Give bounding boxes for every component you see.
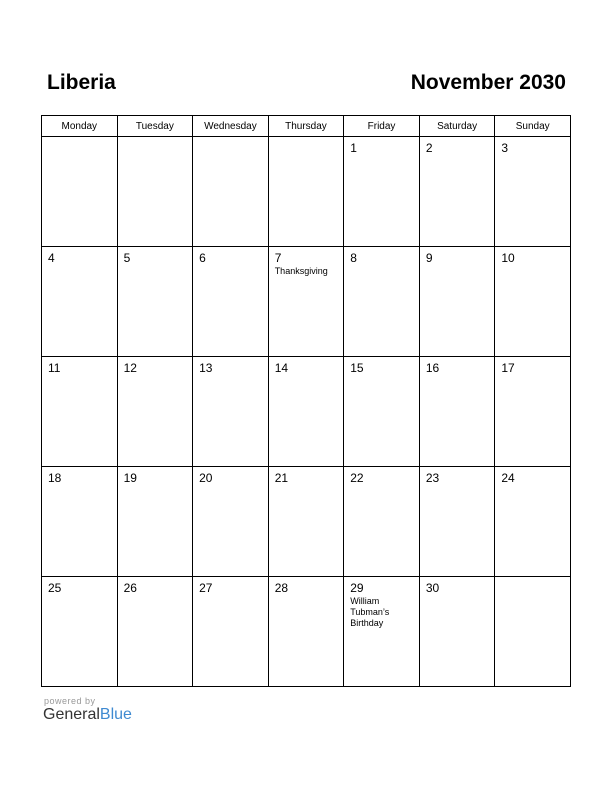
day-cell: [193, 577, 269, 687]
week-row: [42, 357, 571, 467]
day-cell: [419, 247, 495, 357]
day-cell: [268, 467, 344, 577]
day-number: 29: [350, 581, 364, 595]
day-number: 1: [350, 141, 357, 155]
day-cell: [117, 357, 193, 467]
holiday-label: William Tubman’s Birthday: [350, 596, 390, 628]
day-cell: [117, 247, 193, 357]
day-number: 7: [274, 251, 282, 265]
month-year-title: November 2030: [410, 71, 566, 94]
powered-by-text: powered by: [44, 696, 96, 706]
week-row: [42, 247, 571, 357]
day-cell: [344, 247, 420, 357]
day-number: 12: [123, 361, 137, 375]
brand-blue-text: Blue: [99, 706, 132, 723]
day-number: 9: [425, 251, 433, 265]
day-number: 23: [425, 471, 440, 485]
week-row: [42, 137, 571, 247]
day-cell: [117, 137, 193, 247]
day-cell: [419, 357, 495, 467]
day-number: 6: [199, 251, 206, 265]
day-number: 15: [350, 361, 364, 375]
week-row: [42, 577, 571, 687]
day-cell: [268, 577, 344, 687]
day-number: 16: [425, 361, 440, 375]
day-cell: [495, 467, 571, 577]
day-cell: [193, 467, 269, 577]
day-cell: [42, 247, 118, 357]
weekday-wednesday: Wednesday: [193, 116, 269, 137]
day-number: 25: [48, 581, 62, 595]
day-number: 20: [199, 471, 213, 485]
day-number: 18: [48, 471, 62, 485]
generalblue-logo: [43, 706, 132, 724]
day-cell: [117, 467, 193, 577]
day-number: 22: [350, 471, 364, 485]
day-cell: [42, 357, 118, 467]
day-cell: [495, 357, 571, 467]
day-cell: [419, 577, 495, 687]
day-cell: [419, 467, 495, 577]
day-number: 10: [501, 251, 515, 265]
day-cell: [344, 467, 420, 577]
country-title: Liberia: [47, 71, 116, 94]
day-number: 4: [48, 251, 55, 265]
day-cell: [268, 247, 344, 357]
day-cell: [42, 577, 118, 687]
day-number: 24: [501, 471, 515, 485]
day-number: 28: [274, 581, 289, 595]
day-number: 14: [274, 361, 289, 375]
day-number: 13: [199, 361, 213, 375]
day-cell: [344, 577, 420, 687]
day-number: 2: [425, 141, 433, 155]
footer-branding: [43, 696, 132, 724]
day-number: 3: [501, 141, 509, 155]
day-cell: [495, 137, 571, 247]
day-number: 8: [350, 251, 357, 265]
calendar-grid: [41, 115, 571, 687]
day-cell: [344, 137, 420, 247]
day-cell: [268, 137, 344, 247]
day-number: 27: [199, 581, 213, 595]
weekday-monday: Monday: [42, 116, 118, 137]
day-number: 30: [425, 581, 440, 595]
day-cell: [268, 357, 344, 467]
day-cell: [42, 137, 118, 247]
day-cell: [193, 357, 269, 467]
holiday-label: Thanksgiving: [274, 266, 328, 276]
weekday-saturday: Saturday: [419, 116, 495, 137]
weekday-friday: Friday: [344, 116, 420, 137]
day-cell: [344, 357, 420, 467]
day-number: 17: [501, 361, 515, 375]
day-cell: [42, 467, 118, 577]
day-cell: [495, 247, 571, 357]
weekday-tuesday: Tuesday: [117, 116, 193, 137]
weekday-sunday: Sunday: [495, 116, 571, 137]
day-number: 26: [123, 581, 137, 595]
weekday-thursday: Thursday: [268, 116, 344, 137]
weekday-header-row: [42, 116, 571, 137]
day-number: 21: [274, 471, 289, 485]
day-cell: [117, 577, 193, 687]
day-cell: [193, 137, 269, 247]
day-number: 5: [123, 251, 131, 265]
day-cell: [193, 247, 269, 357]
day-number: 19: [123, 471, 137, 485]
week-row: [42, 467, 571, 577]
day-cell: [495, 577, 571, 687]
brand-general-text: General: [43, 706, 100, 723]
day-cell: [419, 137, 495, 247]
day-number: 11: [48, 361, 61, 375]
